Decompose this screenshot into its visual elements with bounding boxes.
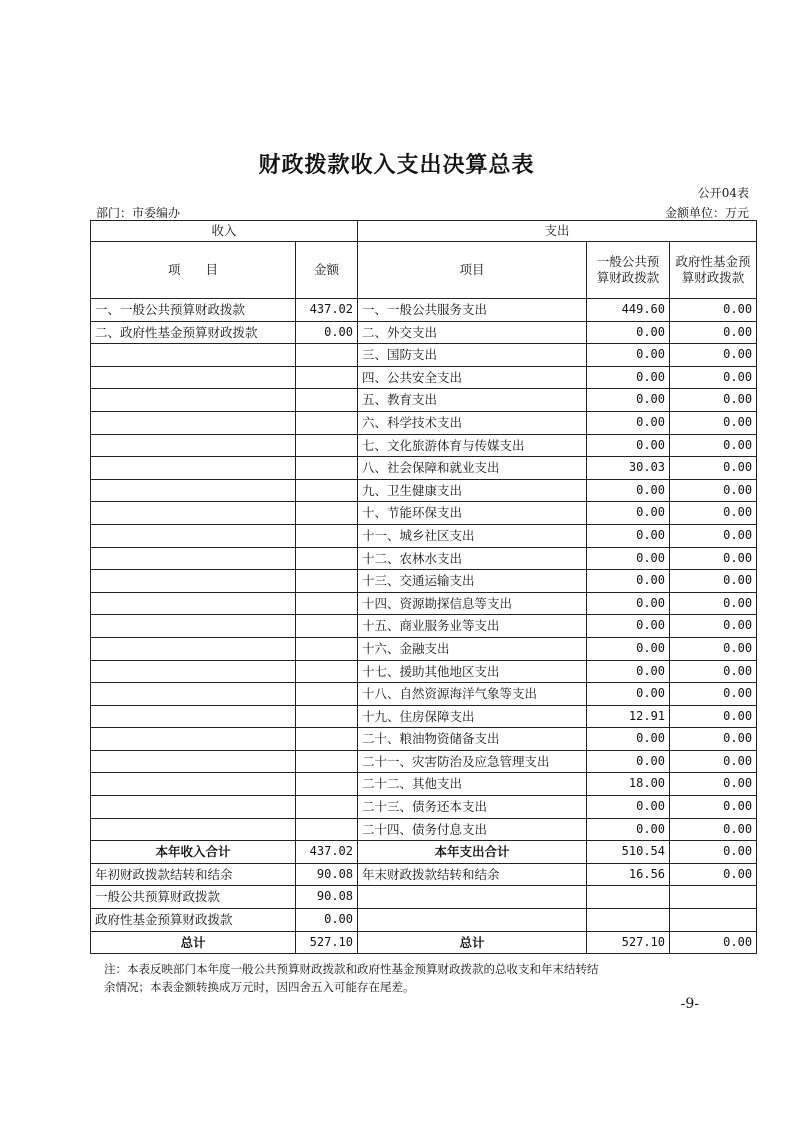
income-amount-header: 金额 [296, 242, 358, 299]
expense-item-general: 0.00 [587, 479, 670, 502]
expense-item-fund: 0.00 [670, 411, 757, 434]
expense-item-general: 0.00 [587, 321, 670, 344]
expense-item-fund: 0.00 [670, 615, 757, 638]
subtotal-row [91, 841, 757, 864]
header-row-columns [91, 242, 757, 299]
expense-item-general: 0.00 [587, 637, 670, 660]
expense-item-fund: 0.00 [670, 299, 757, 322]
expense-item-label: 十二、农林水支出 [358, 547, 587, 570]
unit-label: 金额单位：万元 [664, 206, 749, 220]
expense-item-fund: 0.00 [670, 592, 757, 615]
expense-item-general: 0.00 [587, 750, 670, 773]
page-number: -9- [680, 996, 699, 1012]
table-row [91, 570, 757, 593]
expense-item-general: 0.00 [587, 502, 670, 525]
expense-subtotal-fund: 0.00 [670, 841, 757, 864]
expense-item-fund: 0.00 [670, 728, 757, 751]
table-row [91, 796, 757, 819]
table-row [91, 411, 757, 434]
income-subtotal-label: 本年收入合计 [91, 841, 296, 864]
expense-item-label: 一、一般公共服务支出 [358, 299, 587, 322]
expense-item-label: 二十一、灾害防治及应急管理支出 [358, 750, 587, 773]
carry-fund-row [91, 909, 757, 932]
income-section-header: 收入 [91, 221, 358, 242]
expense-item-general: 0.00 [587, 728, 670, 751]
expense-item-general: 18.00 [587, 773, 670, 796]
table-row [91, 547, 757, 570]
expense-item-fund: 0.00 [670, 796, 757, 819]
expense-item-fund: 0.00 [670, 705, 757, 728]
expense-item-general: 0.00 [587, 344, 670, 367]
expense-item-general: 0.00 [587, 366, 670, 389]
table-row [91, 773, 757, 796]
expense-item-label: 四、公共安全支出 [358, 366, 587, 389]
income-subtotal-amount: 437.02 [296, 841, 358, 864]
expense-item-fund: 0.00 [670, 366, 757, 389]
income-item-label: 二、政府性基金预算财政拨款 [91, 321, 296, 344]
expense-item-label: 二十三、债务还本支出 [358, 796, 587, 819]
expense-item-general: 0.00 [587, 411, 670, 434]
expense-item-fund: 0.00 [670, 524, 757, 547]
table-row [91, 660, 757, 683]
footnote [104, 960, 754, 996]
table-row [91, 615, 757, 638]
expense-item-general: 12.91 [587, 705, 670, 728]
table-row [91, 299, 757, 322]
expense-total-fund: 0.00 [670, 931, 757, 954]
expense-item-label: 十三、交通运输支出 [358, 570, 587, 593]
carry-general-row [91, 886, 757, 909]
expense-item-label: 十五、商业服务业等支出 [358, 615, 587, 638]
expense-item-general: 449.60 [587, 299, 670, 322]
expense-item-fund: 0.00 [670, 773, 757, 796]
table-row [91, 637, 757, 660]
expense-item-label: 十一、城乡社区支出 [358, 524, 587, 547]
expense-total-label: 总计 [358, 931, 587, 954]
begin-carry-label: 年初财政拨款结转和结余 [91, 863, 296, 886]
table-row [91, 479, 757, 502]
end-carry-fund: 0.00 [670, 863, 757, 886]
footnote-line-1: 注：本表反映部门本年度一般公共预算财政拨款和政府性基金预算财政拨款的总收支和年末结转结 [104, 962, 599, 976]
table-row [91, 321, 757, 344]
table-row [91, 502, 757, 525]
income-item-label: 一、一般公共预算财政拨款 [91, 299, 296, 322]
begin-general-label: 一般公共预算财政拨款 [91, 886, 296, 909]
expense-item-label: 二十四、债务付息支出 [358, 818, 587, 841]
expense-item-general: 0.00 [587, 660, 670, 683]
begin-fund-label: 政府性基金预算财政拨款 [91, 909, 296, 932]
expense-item-general: 0.00 [587, 524, 670, 547]
expense-item-label: 二十二、其他支出 [358, 773, 587, 796]
table-row [91, 366, 757, 389]
expense-item-header: 项目 [358, 242, 587, 299]
expense-item-fund: 0.00 [670, 750, 757, 773]
expense-subtotal-general: 510.54 [587, 841, 670, 864]
expense-item-general: 0.00 [587, 818, 670, 841]
expense-item-label: 二十、粮油物资储备支出 [358, 728, 587, 751]
table-row [91, 457, 757, 480]
table-row [91, 389, 757, 412]
table-row [91, 592, 757, 615]
expense-item-label: 十六、金融支出 [358, 637, 587, 660]
department-label: 部门：市委编办 [96, 206, 181, 220]
expense-item-fund: 0.00 [670, 389, 757, 412]
expense-item-fund: 0.00 [670, 479, 757, 502]
expense-item-label: 六、科学技术支出 [358, 411, 587, 434]
table-row [91, 683, 757, 706]
end-carry-general: 16.56 [587, 863, 670, 886]
income-item-amount: 437.02 [296, 299, 358, 322]
table-row [91, 524, 757, 547]
expense-total-general: 527.10 [587, 931, 670, 954]
expense-item-general: 0.00 [587, 683, 670, 706]
header-row-sections [91, 221, 757, 242]
footnote-line-2: 余情况；本表金额转换成万元时，因四舍五入可能存在尾差。 [104, 980, 415, 994]
expense-item-general: 0.00 [587, 434, 670, 457]
expense-item-label: 九、卫生健康支出 [358, 479, 587, 502]
expense-item-fund: 0.00 [670, 637, 757, 660]
expense-item-fund: 0.00 [670, 502, 757, 525]
expense-item-fund: 0.00 [670, 683, 757, 706]
form-code: 公开04表 [697, 186, 749, 200]
carry-row [91, 863, 757, 886]
budget-summary-table [90, 220, 757, 954]
expense-item-fund: 0.00 [670, 660, 757, 683]
expense-item-label: 十八、自然资源海洋气象等支出 [358, 683, 587, 706]
total-row [91, 931, 757, 954]
expense-item-general: 0.00 [587, 592, 670, 615]
expense-item-fund: 0.00 [670, 570, 757, 593]
begin-carry-amount: 90.08 [296, 863, 358, 886]
expense-item-general: 0.00 [587, 547, 670, 570]
expense-item-fund: 0.00 [670, 321, 757, 344]
expense-item-general: 0.00 [587, 796, 670, 819]
expense-item-label: 八、社会保障和就业支出 [358, 457, 587, 480]
expense-item-label: 十、节能环保支出 [358, 502, 587, 525]
expense-item-general: 0.00 [587, 389, 670, 412]
income-total-amount: 527.10 [296, 931, 358, 954]
expense-item-label: 五、教育支出 [358, 389, 587, 412]
income-item-amount: 0.00 [296, 321, 358, 344]
table-row [91, 818, 757, 841]
expense-item-fund: 0.00 [670, 818, 757, 841]
table-row [91, 344, 757, 367]
expense-section-header: 支出 [358, 221, 757, 242]
expense-item-fund: 0.00 [670, 547, 757, 570]
expense-item-fund: 0.00 [670, 434, 757, 457]
expense-item-label: 三、国防支出 [358, 344, 587, 367]
expense-item-general: 30.03 [587, 457, 670, 480]
begin-fund-amount: 0.00 [296, 909, 358, 932]
expense-item-label: 十四、资源勘探信息等支出 [358, 592, 587, 615]
begin-general-amount: 90.08 [296, 886, 358, 909]
end-carry-label: 年末财政拨款结转和结余 [358, 863, 587, 886]
fund-budget-header: 政府性基金预算财政拨款 [670, 242, 757, 299]
expense-item-label: 十九、住房保障支出 [358, 705, 587, 728]
expense-item-label: 七、文化旅游体育与传媒支出 [358, 434, 587, 457]
table-row [91, 705, 757, 728]
expense-item-general: 0.00 [587, 615, 670, 638]
page-title: 财政拨款收入支出决算总表 [258, 152, 535, 178]
general-budget-header: 一般公共预算财政拨款 [587, 242, 670, 299]
table-row [91, 750, 757, 773]
table-row [91, 434, 757, 457]
expense-subtotal-label: 本年支出合计 [358, 841, 587, 864]
income-total-label: 总计 [91, 931, 296, 954]
expense-item-general: 0.00 [587, 570, 670, 593]
expense-item-fund: 0.00 [670, 457, 757, 480]
income-item-header: 项 目 [91, 242, 296, 299]
expense-item-label: 十七、援助其他地区支出 [358, 660, 587, 683]
expense-item-label: 二、外交支出 [358, 321, 587, 344]
table-row [91, 728, 757, 751]
expense-item-fund: 0.00 [670, 344, 757, 367]
